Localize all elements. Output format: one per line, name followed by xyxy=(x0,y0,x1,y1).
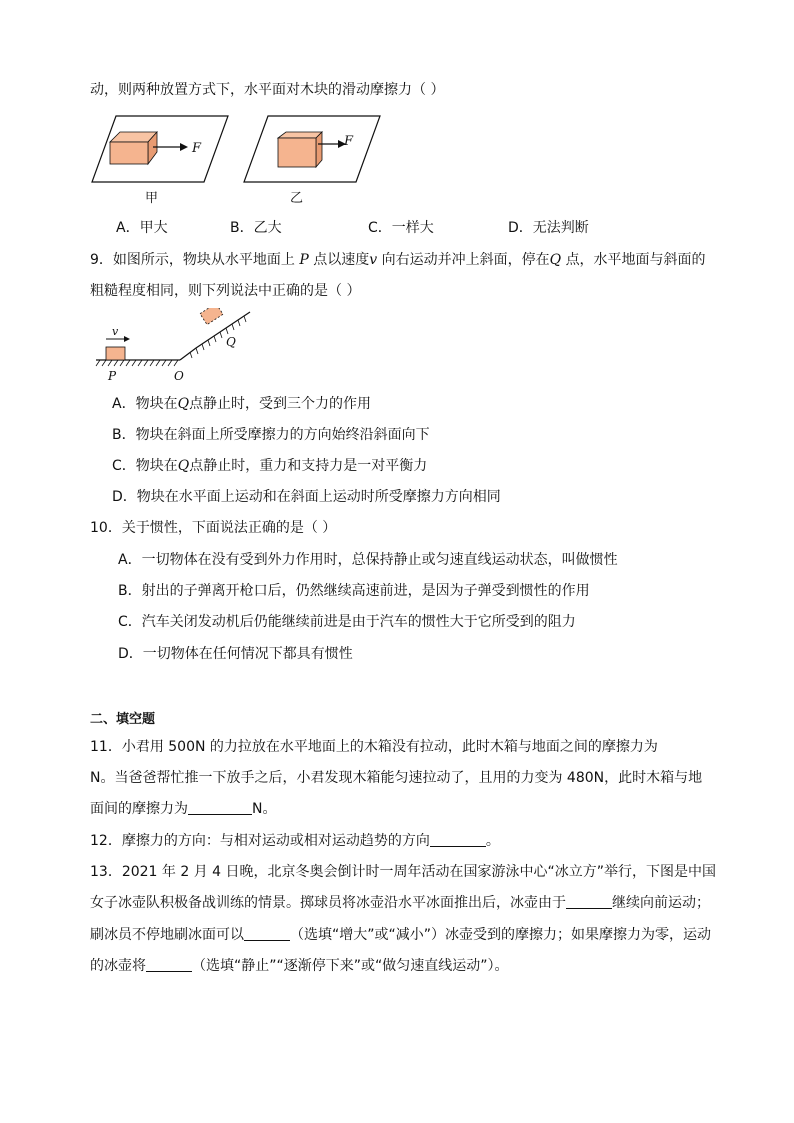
point-label-q: Q xyxy=(226,335,236,349)
point-label-p: P xyxy=(108,369,117,383)
block-jia-front xyxy=(110,142,148,164)
answer-blank xyxy=(566,894,612,909)
q13-line4: 的冰壶将 （选填“静止”“逐渐停下来”或“做匀速直线运动”）。 xyxy=(90,958,509,974)
block-yi-side xyxy=(316,132,322,167)
answer-blank xyxy=(244,926,290,941)
velocity-label: v xyxy=(112,325,119,338)
q8-option-c: C．一样大 xyxy=(368,220,434,236)
q9-option-b: B．物块在斜面上所受摩擦力的方向始终沿斜面向下 xyxy=(112,427,430,443)
q10-option-a: A．一切物体在没有受到外力作用时，总保持静止或匀速直线运动状态，叫做惯性 xyxy=(118,552,618,568)
q8-option-a: A．甲大 xyxy=(116,220,168,236)
q9-option-c: C．物块在Q点静止时，重力和支持力是一对平衡力 xyxy=(112,458,428,474)
q9-option-d: D．物块在水平面上运动和在斜面上运动时所受摩擦力方向相同 xyxy=(112,489,501,505)
arrowhead-jia xyxy=(180,143,188,151)
q12-line: 12．摩擦力的方向：与相对运动或相对运动趋势的方向 。 xyxy=(90,833,500,849)
q9-stem-line1: 9．如图所示，物块从水平地面上 P 点以速度v 向右运动并冲上斜面，停在Q 点，水平地面与斜面的 xyxy=(90,252,706,268)
section-heading-fill-blank: 二、填空题 xyxy=(90,712,156,727)
q8-option-b: B．乙大 xyxy=(230,220,282,236)
incline-hatch xyxy=(190,316,246,358)
q9-option-a: A．物块在Q点静止时，受到三个力的作用 xyxy=(112,396,372,412)
block-at-q xyxy=(200,308,223,325)
ground-hatch xyxy=(96,360,178,366)
force-label-yi: F xyxy=(344,134,354,149)
answer-blank xyxy=(188,800,252,815)
q13-line3: 刷冰员不停地刷冰面可以 （选填“增大”或“减小”）冰壶受到的摩擦力；如果摩擦力为零，运动 xyxy=(90,927,712,943)
q10-option-b: B．射出的子弹离开枪口后，仍然继续高速前进，是因为子弹受到惯性的作用 xyxy=(118,583,590,599)
q13-line1: 13．2021 年 2 月 4 日晚，北京冬奥会倒计时一周年活动在国家游泳中心“冰立方”举行，下图是中国 xyxy=(90,864,717,880)
q10-option-d: D．一切物体在任何情况下都具有惯性 xyxy=(118,646,353,662)
q10-stem: 10．关于惯性，下面说法正确的是（ ） xyxy=(90,520,337,536)
label-jia: 甲 xyxy=(145,191,159,206)
figure-8-blocks xyxy=(90,112,390,208)
answer-blank xyxy=(430,832,486,847)
q11-line1: 11．小君用 500N 的力拉放在水平地面上的木箱没有拉动，此时木箱与地面之间的摩擦力为 xyxy=(90,739,658,755)
q9-stem-line2: 粗糙程度相同，则下列说法中正确的是（ ） xyxy=(90,283,361,299)
label-yi: 乙 xyxy=(290,191,304,206)
figure-9-incline xyxy=(92,308,262,388)
question-8-stem-tail: 动，则两种放置方式下，水平面对木块的滑动摩擦力（ ） xyxy=(90,82,445,98)
block-yi-top xyxy=(278,132,322,138)
q11-line2: N。当爸爸帮忙推一下放手之后，小君发现木箱能匀速拉动了，且用的力变为 480N，此时木箱与地 xyxy=(90,770,703,786)
q10-option-c: C．汽车关闭发动机后仍能继续前进是由于汽车的惯性大于它所受到的阻力 xyxy=(118,614,576,630)
q11-line3: 面间的摩擦力为 N。 xyxy=(90,801,277,817)
q8-option-d: D．无法判断 xyxy=(508,220,589,236)
point-label-o: O xyxy=(174,369,184,383)
force-label-jia: F xyxy=(192,141,202,156)
velocity-arrowhead xyxy=(124,336,130,342)
q13-line2: 女子冰壶队积极备战训练的情景。掷球员将冰壶沿水平冰面推出后，冰壶由于 继续向前运动； xyxy=(90,895,710,911)
block-yi-front xyxy=(278,138,316,167)
answer-blank xyxy=(146,957,192,972)
block-at-p xyxy=(106,347,125,360)
